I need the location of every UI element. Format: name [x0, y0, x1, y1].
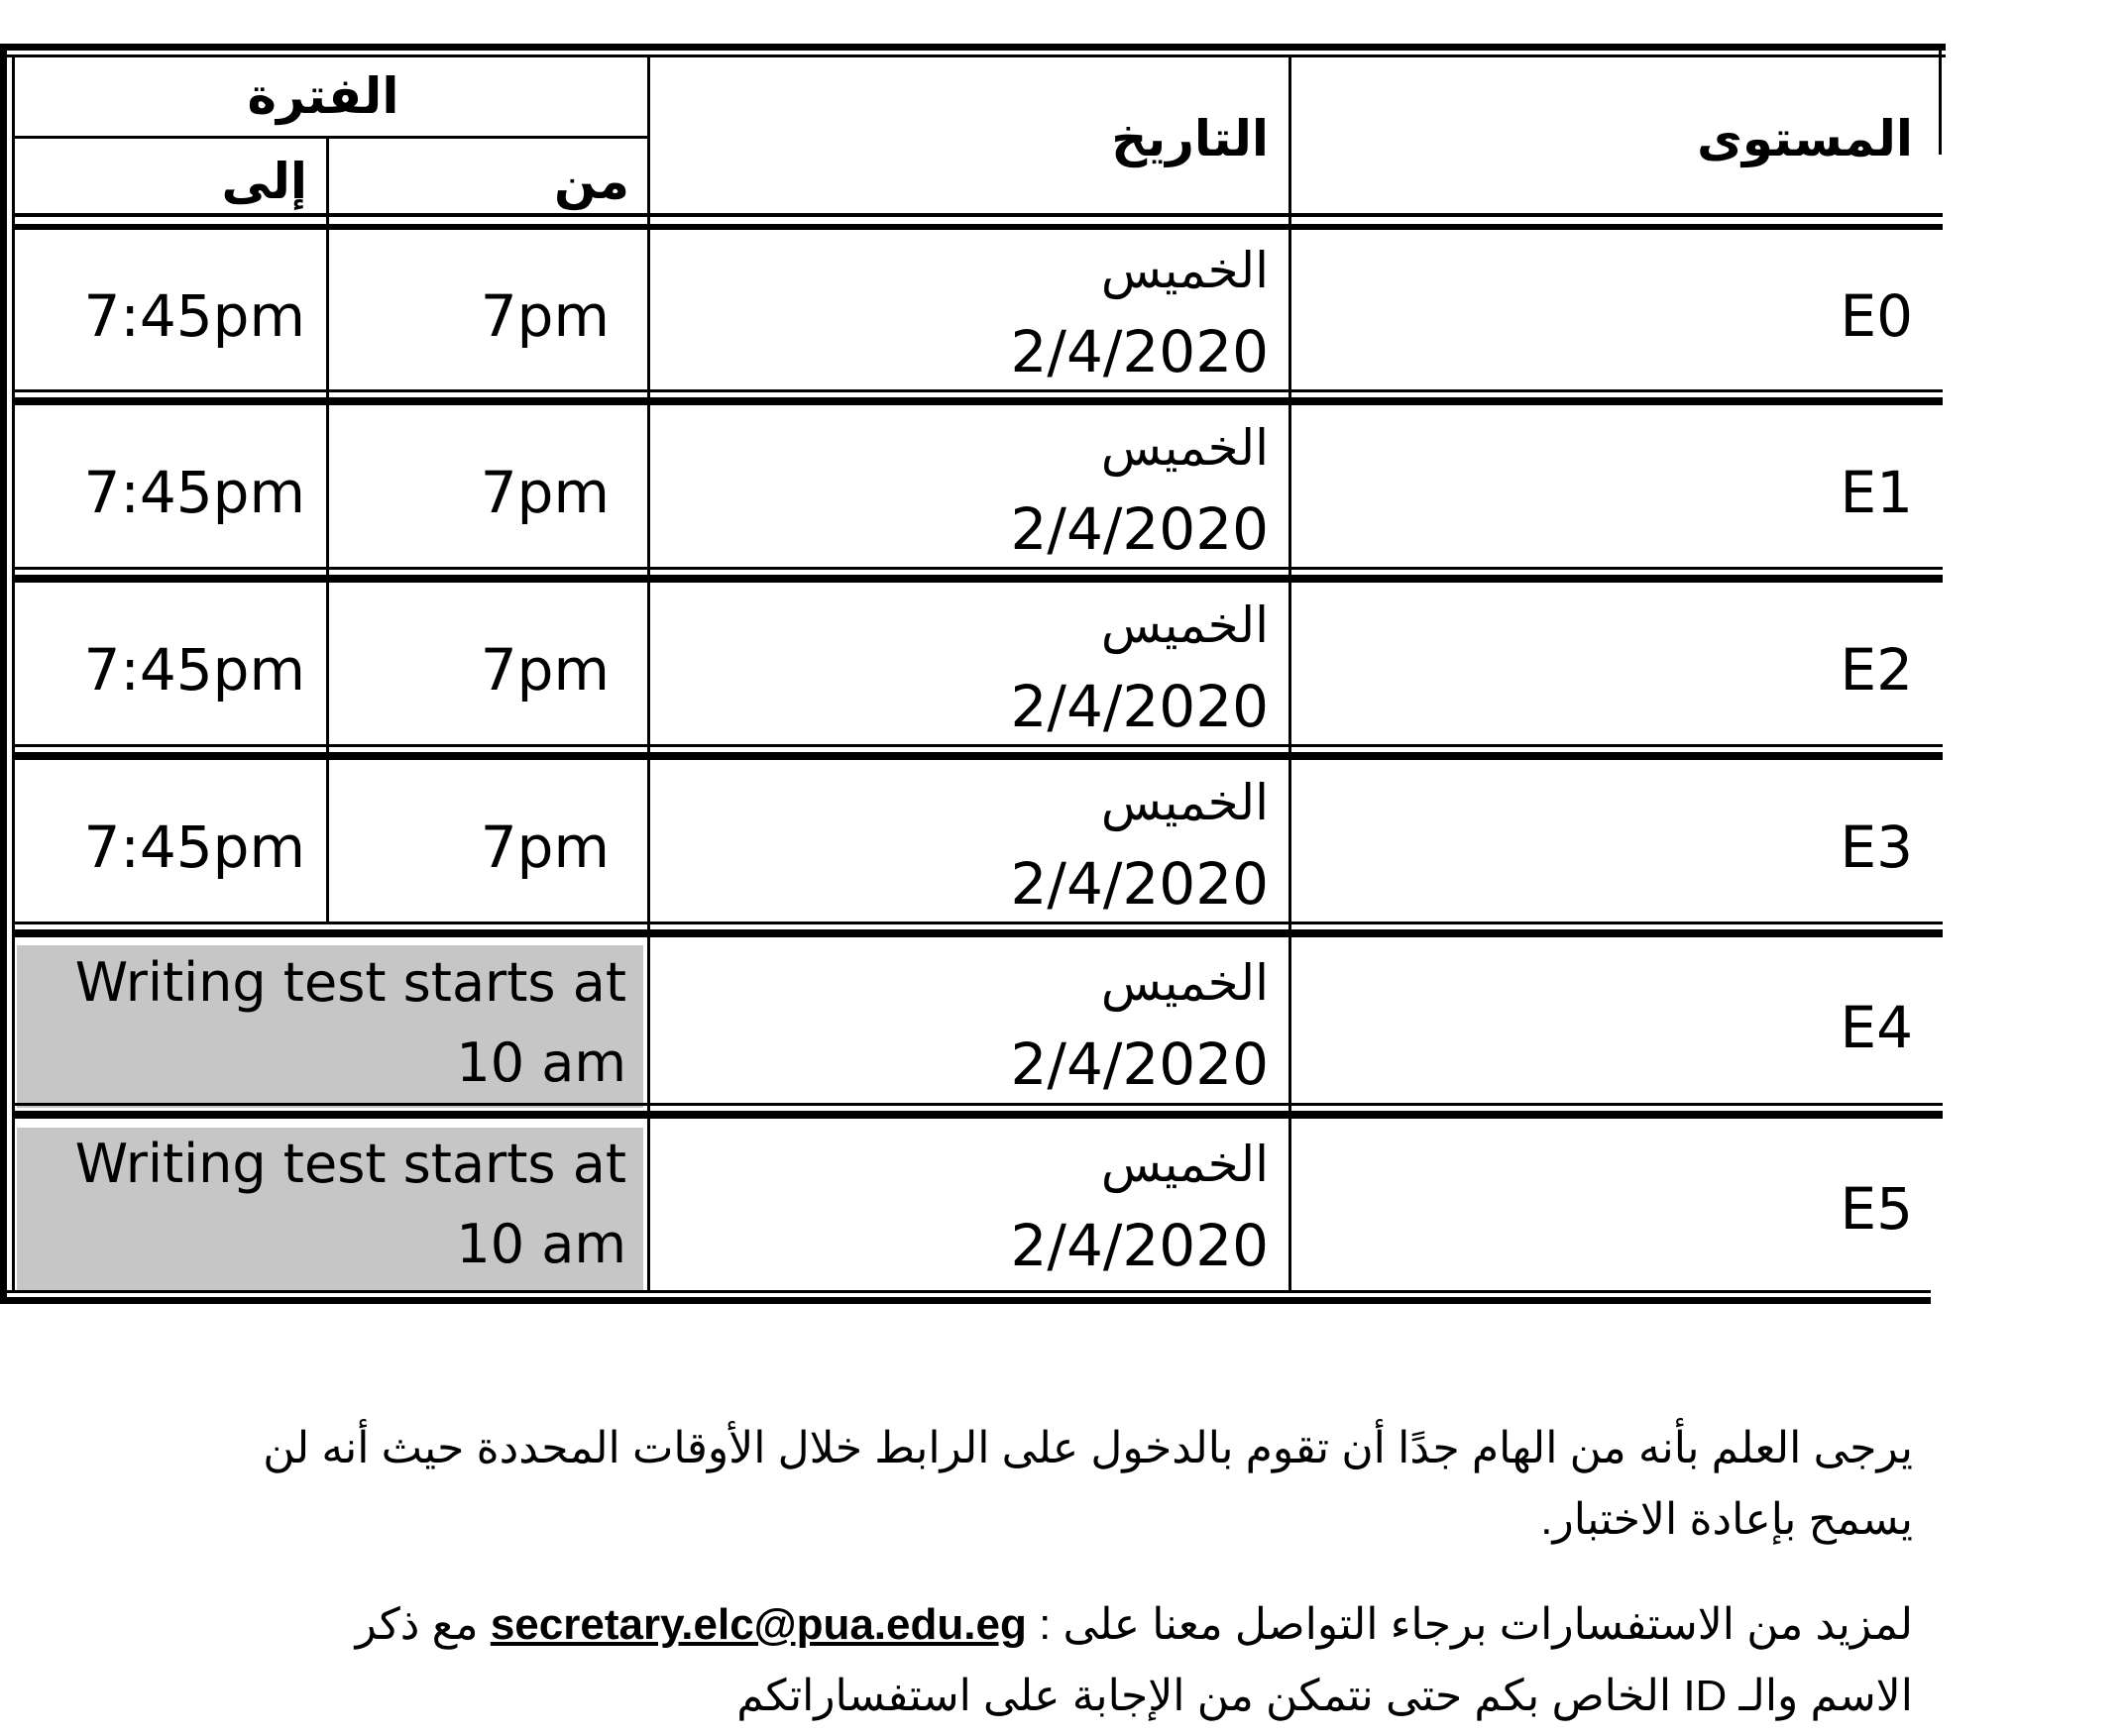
table-border-left-outer	[0, 44, 7, 1304]
cell-level: E3	[1840, 814, 1913, 881]
cell-day: الخميس	[1100, 242, 1269, 299]
cell-level: E2	[1840, 636, 1913, 704]
cell-to: 7:45pm	[83, 282, 305, 350]
cell-day: الخميس	[1100, 597, 1269, 654]
writing-test-note-line2: 10 am	[456, 1213, 626, 1275]
cell-day: الخميس	[1100, 1136, 1269, 1193]
row-border-4a	[15, 922, 1943, 924]
contact-prefix: لمزيد من الاستفسارات برجاء التواصل معنا على :	[1039, 1600, 1913, 1649]
writing-test-note-line1: Writing test starts at	[74, 951, 626, 1014]
row-border-5a	[15, 1103, 1943, 1106]
cell-level: E5	[1840, 1175, 1913, 1243]
contact-suffix: مع ذكر	[355, 1600, 479, 1649]
row-border-1a	[15, 389, 1943, 392]
table-border-bottom-inner	[0, 1290, 1931, 1293]
table-border-top-inner	[0, 54, 1946, 57]
cell-day: الخميس	[1100, 954, 1269, 1012]
cell-date: 2/4/2020	[1010, 318, 1269, 385]
row-border-2b	[15, 575, 1943, 583]
row-border-3a	[15, 744, 1943, 747]
cell-date: 2/4/2020	[1010, 1031, 1269, 1098]
table-border-left-inner	[12, 54, 15, 1293]
header-subdivider	[15, 136, 649, 139]
header-from: من	[554, 153, 629, 210]
cell-level: E0	[1840, 282, 1913, 350]
cell-from: 7pm	[480, 636, 610, 704]
header-to: إلى	[221, 153, 307, 210]
header-date: التاريخ	[1111, 110, 1269, 167]
cell-to: 7:45pm	[83, 459, 305, 526]
notice-paragraph-line1: يرجى العلم بأنه من الهام جدًا أن تقوم بالدخول على الرابط خلال الأوقات المحددة حيث أنه لن	[263, 1424, 1913, 1472]
cell-to: 7:45pm	[83, 814, 305, 881]
header-bottom-border-2	[15, 224, 1943, 230]
cell-level: E1	[1840, 459, 1913, 526]
row-border-1b	[15, 397, 1943, 405]
cell-level: E4	[1840, 994, 1913, 1061]
cell-from: 7pm	[480, 459, 610, 526]
cell-date: 2/4/2020	[1010, 495, 1269, 563]
header-period: الفترة	[247, 67, 399, 125]
row-border-4b	[15, 929, 1943, 937]
cell-date: 2/4/2020	[1010, 673, 1269, 740]
cell-from: 7pm	[480, 282, 610, 350]
table-border-top-outer	[0, 44, 1946, 51]
contact-paragraph-line1	[149, 1585, 1913, 1665]
cell-day: الخميس	[1100, 419, 1269, 477]
cell-date: 2/4/2020	[1010, 1212, 1269, 1279]
cell-from: 7pm	[480, 814, 610, 881]
cell-date: 2/4/2020	[1010, 850, 1269, 918]
header-level: المستوى	[1697, 110, 1913, 167]
contact-email-link[interactable]: secretary.elc@pua.edu.eg	[490, 1600, 1027, 1649]
row-border-3b	[15, 752, 1943, 760]
cell-day: الخميس	[1100, 774, 1269, 831]
cell-to: 7:45pm	[83, 636, 305, 704]
table-border-bottom-outer	[0, 1297, 1931, 1304]
row-border-5b	[15, 1111, 1943, 1119]
header-bottom-border	[15, 213, 1943, 217]
writing-test-note-line1: Writing test starts at	[74, 1133, 626, 1195]
col-divider-to-from	[326, 136, 329, 922]
notice-paragraph-line2: يسمح بإعادة الاختبار.	[1540, 1495, 1913, 1544]
table-border-right-stub	[1939, 44, 1942, 155]
writing-test-note-line2: 10 am	[456, 1031, 626, 1094]
contact-paragraph-line2: الاسم والـ ID الخاص بكم حتى نتمكن من الإجابة على استفساراتكم	[736, 1672, 1913, 1720]
col-divider-period-date	[647, 54, 650, 1293]
row-border-2a	[15, 567, 1943, 570]
col-divider-date-level	[1288, 54, 1291, 1293]
